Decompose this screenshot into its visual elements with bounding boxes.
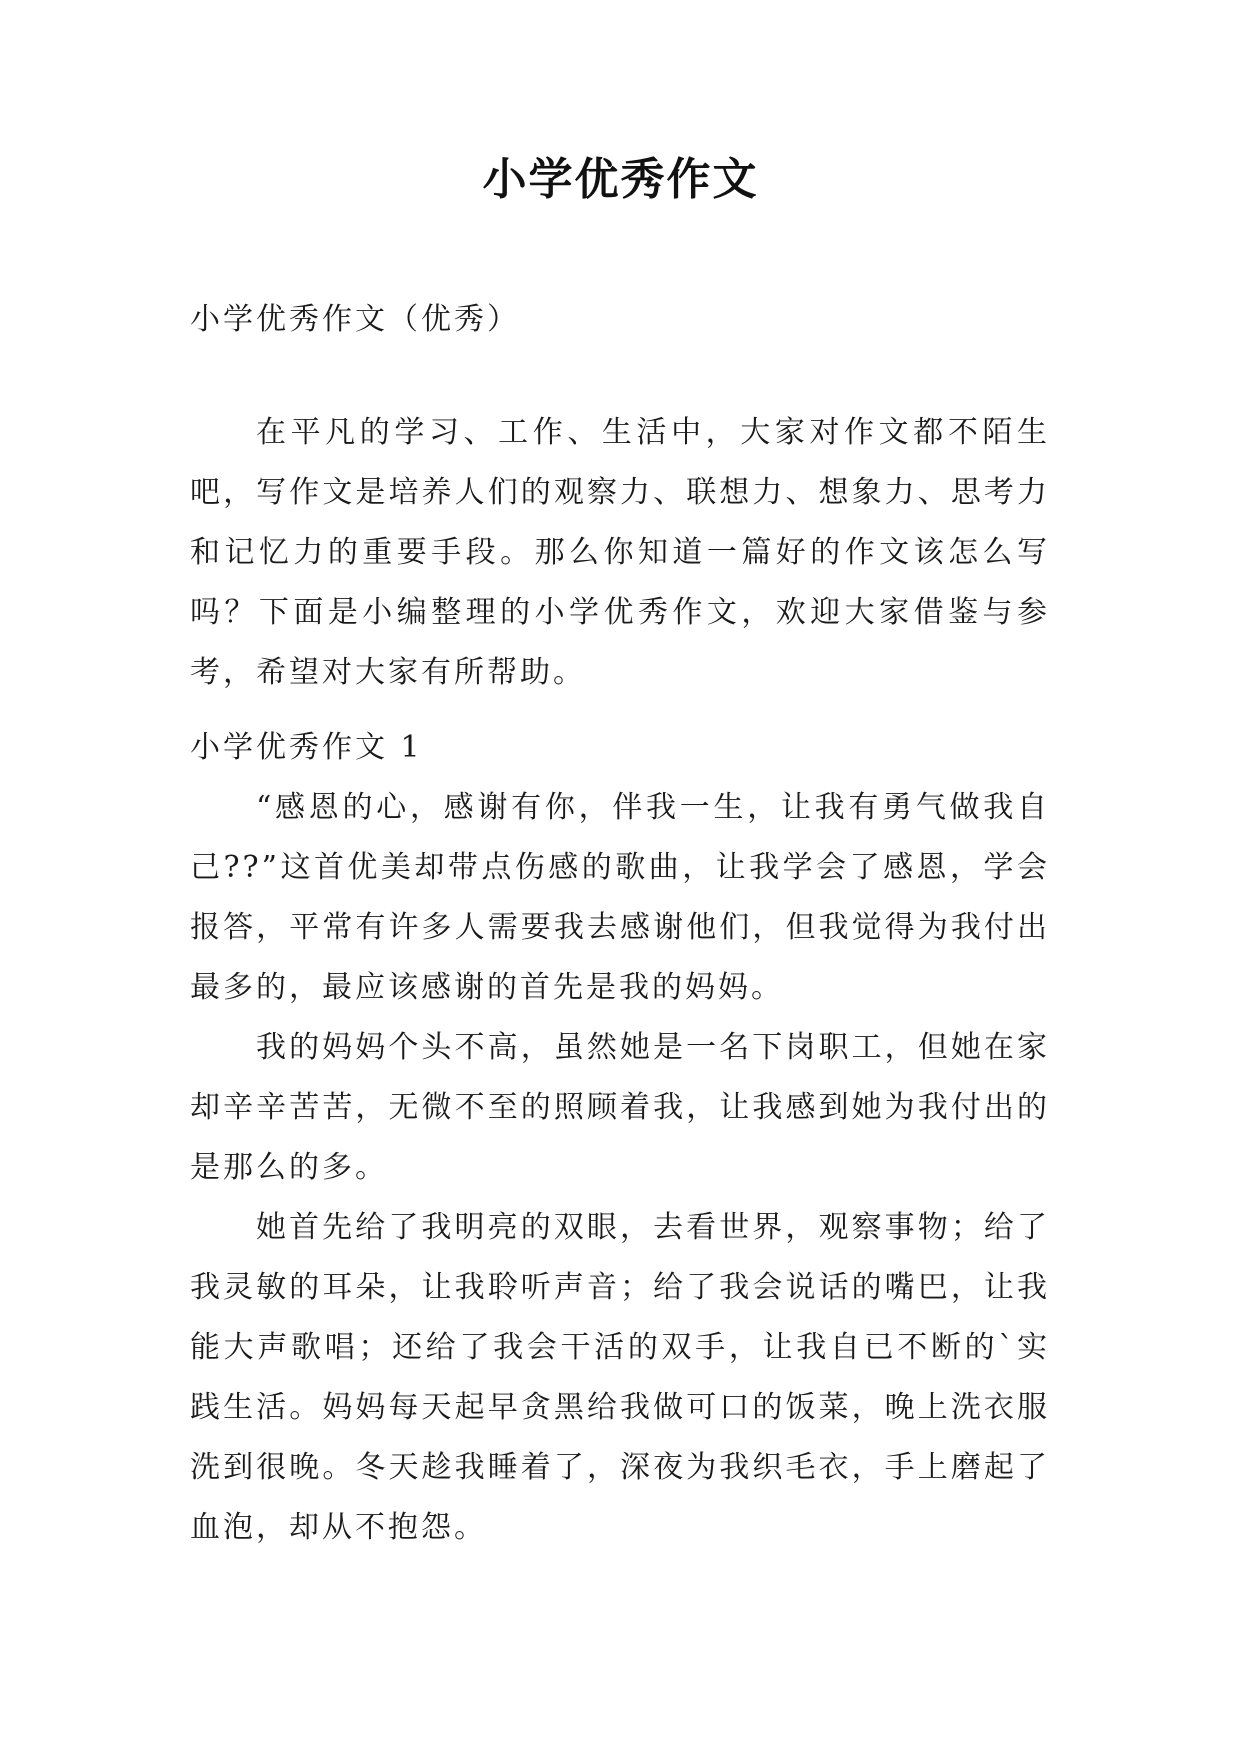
essay-paragraph: 她首先给了我明亮的双眼，去看世界，观察事物；给了我灵敏的耳朵，让我聆听声音；给了我会说话的嘴巴，让我能大声歌唱；还给了我会干活的双手，让我自已不断的`实践生活。妈妈每天起早贪黑给我做可口的饭菜，晚上洗衣服洗到很晚。冬天趁我睡着了，深夜为我织毛衣，手上磨起了血泡，却从不抱怨。 bbox=[190, 1210, 1050, 1545]
intro-section bbox=[190, 403, 1050, 703]
document-subtitle: 小学优秀作文（优秀） bbox=[190, 302, 520, 337]
essay-heading: 小学优秀作文 1 bbox=[190, 730, 423, 765]
intro-paragraph: 在平凡的学习、工作、生活中，大家对作文都不陌生吧，写作文是培养人们的观察力、联想力、想象力、思考力和记忆力的重要手段。那么你知道一篇好的作文该怎么写吗？下面是小编整理的小学优秀作文，欢迎大家借鉴与参考，希望对大家有所帮助。 bbox=[190, 415, 1050, 690]
document-title: 小学优秀作文 bbox=[482, 154, 759, 205]
essay-paragraph: “感恩的心，感谢有你，伴我一生，让我有勇气做我自己??”这首优美却带点伤感的歌曲，让我学会了感恩，学会报答，平常有许多人需要我去感谢他们，但我觉得为我付出最多的，最应该感谢的首先是我的妈妈。 bbox=[190, 790, 1050, 1005]
essay-paragraph: 我的妈妈个头不高，虽然她是一名下岗职工，但她在家却辛辛苦苦，无微不至的照顾着我，让我感到她为我付出的是那么的多。 bbox=[190, 1030, 1050, 1185]
essay-section bbox=[190, 718, 1050, 1558]
